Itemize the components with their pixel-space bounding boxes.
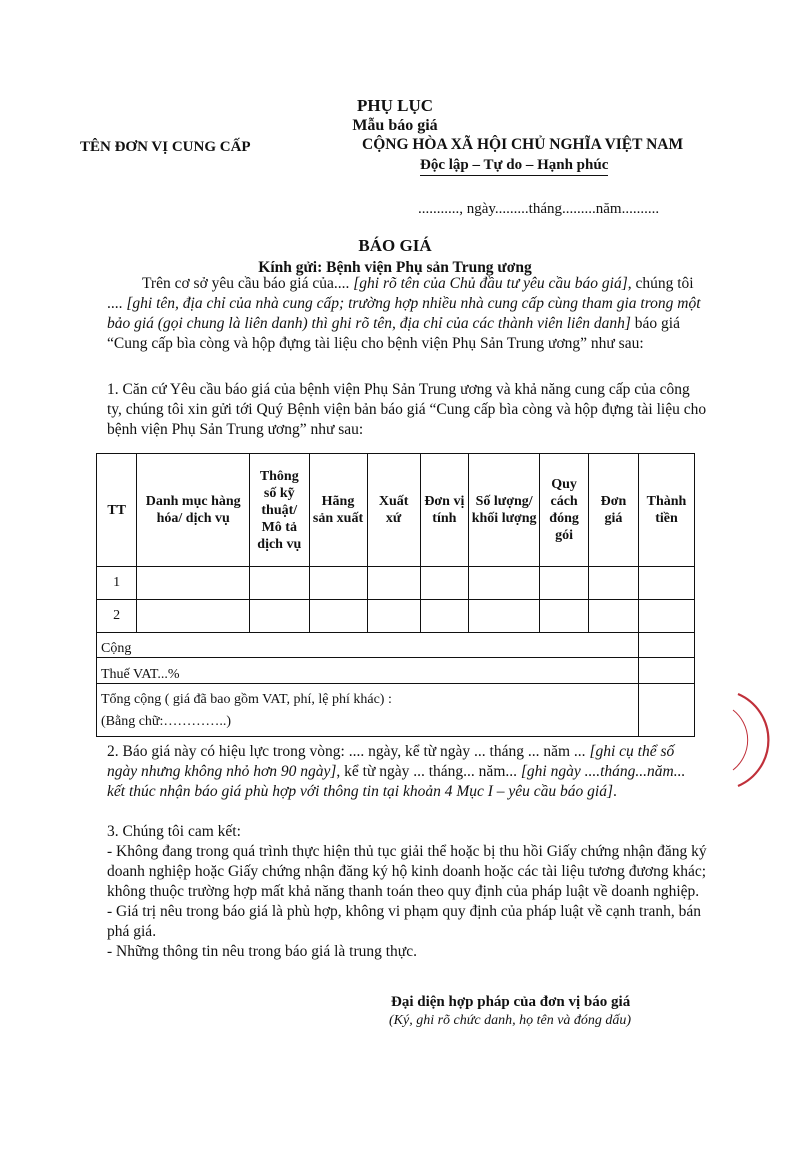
vat-row: [97, 658, 695, 684]
col-header-quantity: Số lượng/ khối lượng: [468, 454, 539, 567]
row-number: 1: [97, 567, 137, 600]
commitment-item: - Giá trị nêu trong báo giá là phù hợp, không vi phạm quy định của pháp luật về cạnh tranh, bán phá giá.: [107, 903, 702, 940]
section-1: 1. Căn cứ Yêu cầu báo giá của bệnh viện Phụ Sản Trung ương và khả năng cung cấp của công ty, chúng tôi xin gửi tới Quý Bệnh viện bản báo giá “Cung cấp bìa còng và hộp đựng tài liệu cho bệnh viện Phụ Sản Trung ương” như sau:: [107, 381, 707, 438]
section-2-text-3: .: [613, 783, 617, 800]
document-title: BÁO GIÁ: [358, 236, 432, 255]
table-cell: [420, 567, 468, 600]
table-cell: [250, 600, 309, 633]
recipient-line: Kính gửi: Bệnh viện Phụ sản Trung ương: [258, 259, 532, 276]
table-cell: [639, 600, 695, 633]
table-cell: [250, 567, 309, 600]
subtotal-label: Cộng: [97, 633, 639, 658]
grand-total-row: [97, 684, 695, 737]
appendix-title: PHỤ LỤC: [356, 96, 434, 115]
table-row: [97, 600, 695, 633]
vat-value: [639, 658, 695, 684]
amount-in-words: (Bằng chữ:…………..): [101, 714, 232, 729]
grand-total-value: [639, 684, 695, 737]
table-header-row: [97, 454, 695, 567]
form-name: Mẫu báo giá: [352, 117, 438, 134]
col-header-packing: Quy cách đóng gói: [540, 454, 589, 567]
intro-text-3: báo giá “Cung cấp bìa còng và hộp đựng tài liệu cho bệnh viện Phụ Sản Trung ương” như sau:: [107, 315, 680, 352]
col-header-manufacturer: Hãng sản xuất: [309, 454, 367, 567]
col-header-spec: Thông số kỹ thuật/ Mô tả dịch vụ: [250, 454, 309, 567]
table-cell: [367, 600, 420, 633]
commitment-item: - Không đang trong quá trình thực hiện thủ tục giải thể hoặc bị thu hồi Giấy chứng nhận đăng ký doanh nghiệp hoặc Giấy chứng nhận đăng ký hộ kinh doanh hoặc các tài liệu tương đương khác; không thuộc trường hợp mất khả năng thanh toán theo quy định của pháp luật về doanh nghiệp.: [107, 843, 707, 900]
national-motto: Độc lập – Tự do – Hạnh phúc: [420, 157, 608, 176]
intro-paragraph: [107, 274, 707, 354]
col-header-unit: Đơn vị tính: [420, 454, 468, 567]
table-cell: [588, 567, 638, 600]
subtotal-row: [97, 633, 695, 658]
stamp-outer-arc: [738, 694, 768, 786]
col-header-item: Danh mục hàng hóa/ dịch vụ: [137, 454, 250, 567]
section-2-text-1: 2. Báo giá này có hiệu lực trong vòng: .... ngày, kể từ ngày ... tháng ... năm ...: [107, 743, 590, 760]
intro-text-1: Trên cơ sở yêu cầu báo giá của....: [142, 275, 354, 292]
col-header-total: Thành tiền: [639, 454, 695, 567]
col-header-unit-price: Đơn giá: [588, 454, 638, 567]
intro-text-2: , chúng tôi ....: [107, 275, 694, 312]
supplier-name-heading: TÊN ĐƠN VỊ CUNG CẤP: [80, 139, 251, 155]
stamp-inner-arc: [733, 710, 748, 770]
section-3-title: 3. Chúng tôi cam kết:: [107, 823, 241, 840]
signature-title: Đại diện hợp pháp của đơn vị báo giá: [391, 994, 631, 1010]
col-header-tt: TT: [97, 454, 137, 567]
table-cell: [540, 567, 589, 600]
commitment-item: - Những thông tin nêu trong báo giá là trung thực.: [107, 943, 417, 960]
intro-note-1: [ghi rõ tên của Chủ đầu tư yêu cầu báo giá]: [353, 275, 628, 292]
table-cell: [309, 567, 367, 600]
intro-note-2: [ghi tên, địa chỉ của nhà cung cấp; trường hợp nhiều nhà cung cấp cùng tham gia trong một bảo giá (gọi chung là liên danh) thì ghi rõ tên, địa chỉ của các thành viên liên danh]: [107, 295, 701, 332]
section-2-text-2: , kể từ ngày ... tháng... năm...: [336, 763, 521, 780]
table-row: [97, 567, 695, 600]
row-number: 2: [97, 600, 137, 633]
stamp-edge-graphic: [730, 690, 790, 790]
section-2: [107, 742, 707, 802]
table-cell: [588, 600, 638, 633]
section-2-note-2: [ghi ngày ....tháng...năm... kết thúc nhận báo giá phù hợp với thông tin tại khoản 4 Mục I – yêu cầu báo giá]: [107, 763, 686, 800]
col-header-origin: Xuất xứ: [367, 454, 420, 567]
table-cell: [137, 600, 250, 633]
vat-label: Thuế VAT...%: [97, 658, 639, 684]
quote-table: [96, 453, 695, 737]
table-cell: [309, 600, 367, 633]
national-title: CỘNG HÒA XÃ HỘI CHỦ NGHĨA VIỆT NAM: [362, 136, 684, 153]
grand-total-cell: [97, 684, 639, 737]
table-cell: [540, 600, 589, 633]
section-3: [107, 822, 707, 962]
table-cell: [639, 567, 695, 600]
table-cell: [468, 600, 539, 633]
table-cell: [468, 567, 539, 600]
section-2-note-1: [ghi cụ thể số ngày nhưng không nhỏ hơn 90 ngày]: [107, 743, 675, 780]
table-cell: [420, 600, 468, 633]
table-cell: [367, 567, 420, 600]
signature-note: (Ký, ghi rõ chức danh, họ tên và đóng dấu): [389, 1013, 632, 1028]
subtotal-value: [639, 633, 695, 658]
grand-total-label: Tổng cộng ( giá đã bao gồm VAT, phí, lệ phí khác) :: [101, 692, 392, 707]
table-cell: [137, 567, 250, 600]
date-line: ..........., ngày.........tháng.........năm..........: [418, 201, 660, 217]
